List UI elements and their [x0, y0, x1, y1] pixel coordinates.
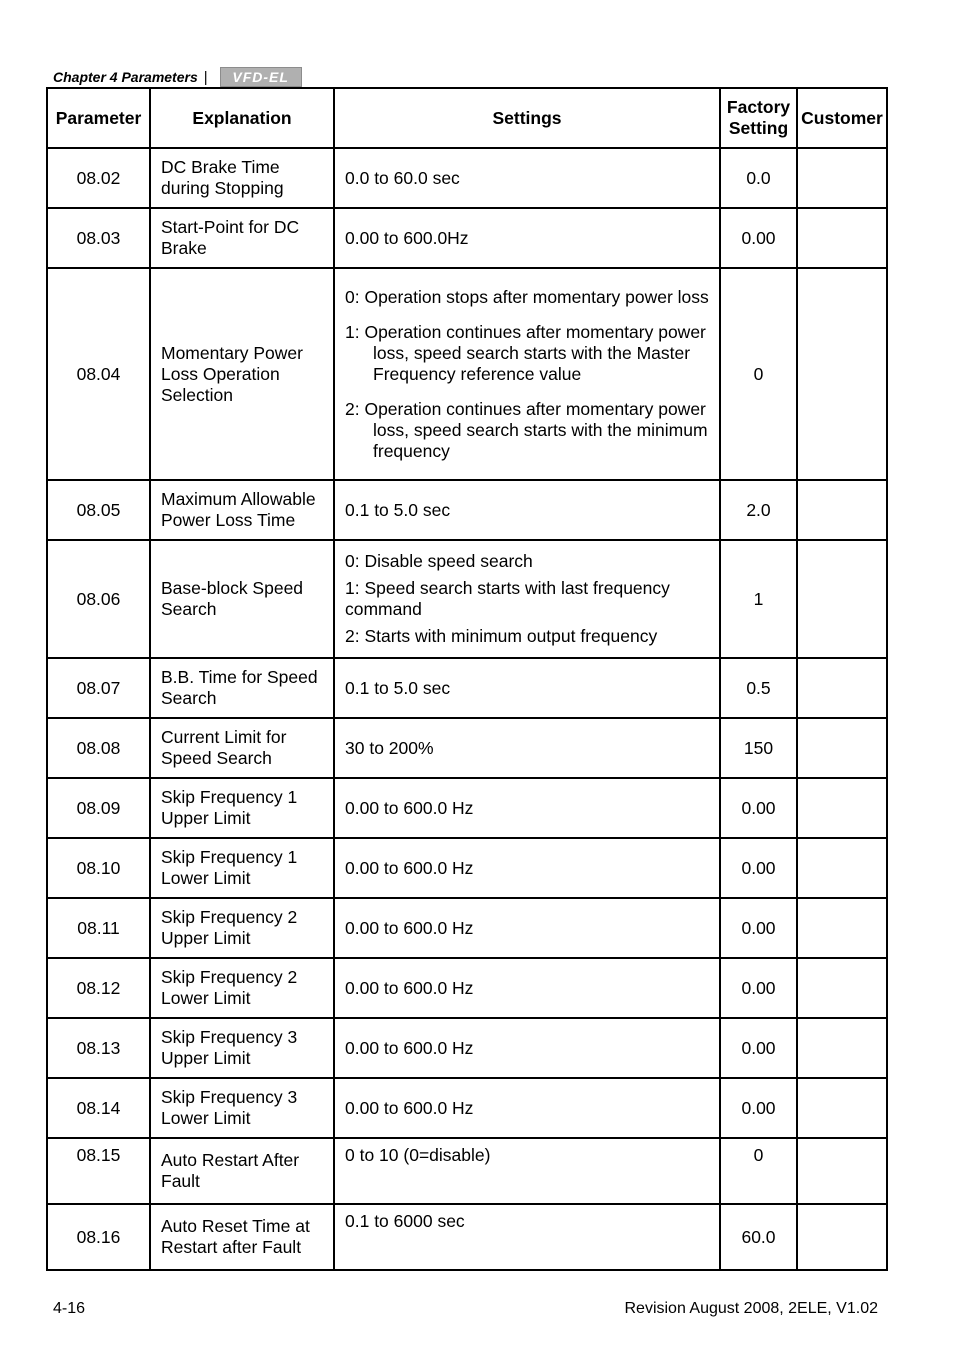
param-explanation: Auto Restart After Fault — [150, 1138, 334, 1204]
factory-value: 150 — [720, 718, 797, 778]
page-header — [53, 66, 302, 88]
setting-option: 1: Speed search starts with last frequency command — [345, 578, 670, 619]
chapter-title: Chapter 4 Parameters — [53, 69, 198, 85]
table-row — [47, 718, 887, 778]
customer-cell — [797, 1018, 887, 1078]
param-explanation: Skip Frequency 1 Lower Limit — [150, 838, 334, 898]
table-row — [47, 838, 887, 898]
param-code: 08.14 — [47, 1078, 150, 1138]
setting-option: 0: Operation stops after momentary power loss — [345, 286, 709, 307]
table-row — [47, 208, 887, 268]
table-row — [47, 1018, 887, 1078]
param-settings: 0.00 to 600.0 Hz — [334, 958, 720, 1018]
param-code: 08.09 — [47, 778, 150, 838]
param-settings — [334, 268, 720, 480]
table-row — [47, 540, 887, 658]
param-code: 08.02 — [47, 148, 150, 208]
setting-option: 1: Operation continues after momentary power loss, speed search starts with the Master Frequency reference value — [345, 321, 706, 384]
setting-option: 2: Starts with minimum output frequency — [345, 626, 658, 646]
param-settings: 0.0 to 60.0 sec — [334, 148, 720, 208]
column-header-parameter: Parameter — [47, 88, 150, 148]
param-code: 08.06 — [47, 540, 150, 658]
param-code: 08.03 — [47, 208, 150, 268]
factory-value: 2.0 — [720, 480, 797, 540]
param-explanation: B.B. Time for Speed Search — [150, 658, 334, 718]
revision-note: Revision August 2008, 2ELE, V1.02 — [624, 1300, 878, 1317]
header-separator: | — [203, 68, 208, 86]
customer-cell — [797, 1204, 887, 1270]
customer-cell — [797, 958, 887, 1018]
param-settings: 0.1 to 5.0 sec — [334, 480, 720, 540]
param-explanation: Skip Frequency 3 Lower Limit — [150, 1078, 334, 1138]
param-settings: 0 to 10 (0=disable) — [334, 1138, 720, 1204]
param-explanation: Maximum Allowable Power Loss Time — [150, 480, 334, 540]
factory-value: 0.00 — [720, 1018, 797, 1078]
factory-value: 0 — [720, 268, 797, 480]
param-explanation: Current Limit for Speed Search — [150, 718, 334, 778]
factory-value: 0.0 — [720, 148, 797, 208]
table-row — [47, 1204, 887, 1270]
factory-value: 0.00 — [720, 898, 797, 958]
customer-cell — [797, 838, 887, 898]
factory-value: 0.00 — [720, 208, 797, 268]
column-header-explanation: Explanation — [150, 88, 334, 148]
customer-cell — [797, 658, 887, 718]
table-row — [47, 658, 887, 718]
param-explanation: Skip Frequency 1 Upper Limit — [150, 778, 334, 838]
customer-cell — [797, 268, 887, 480]
param-settings: 0.00 to 600.0 Hz — [334, 778, 720, 838]
factory-value: 0.00 — [720, 1078, 797, 1138]
param-explanation: DC Brake Time during Stopping — [150, 148, 334, 208]
param-code: 08.07 — [47, 658, 150, 718]
param-explanation: Skip Frequency 2 Lower Limit — [150, 958, 334, 1018]
param-settings: 30 to 200% — [334, 718, 720, 778]
customer-cell — [797, 148, 887, 208]
param-code: 08.12 — [47, 958, 150, 1018]
param-settings: 0.00 to 600.0Hz — [334, 208, 720, 268]
table-row — [47, 480, 887, 540]
customer-cell — [797, 208, 887, 268]
vfd-el-logo: VFD-EL — [220, 67, 302, 87]
table-header-row — [47, 88, 887, 148]
param-code: 08.15 — [47, 1138, 150, 1204]
table-row — [47, 958, 887, 1018]
column-header-factory-setting — [720, 88, 797, 148]
param-explanation: Skip Frequency 2 Upper Limit — [150, 898, 334, 958]
table-row — [47, 898, 887, 958]
param-code: 08.05 — [47, 480, 150, 540]
parameter-table — [46, 87, 888, 1271]
factory-header-line1: Factory — [726, 97, 791, 117]
customer-cell — [797, 480, 887, 540]
customer-cell — [797, 1138, 887, 1204]
factory-value: 1 — [720, 540, 797, 658]
factory-value: 0.00 — [720, 838, 797, 898]
column-header-customer: Customer — [797, 88, 887, 148]
factory-header-line2: Setting — [728, 118, 789, 138]
param-code: 08.16 — [47, 1204, 150, 1270]
factory-value: 0.5 — [720, 658, 797, 718]
factory-value: 0 — [720, 1138, 797, 1204]
table-row — [47, 1078, 887, 1138]
table-row — [47, 148, 887, 208]
customer-cell — [797, 1078, 887, 1138]
param-explanation: Momentary Power Loss Operation Selection — [150, 268, 334, 480]
factory-value: 0.00 — [720, 958, 797, 1018]
param-settings: 0.00 to 600.0 Hz — [334, 898, 720, 958]
param-code: 08.04 — [47, 268, 150, 480]
table-row — [47, 778, 887, 838]
page-number: 4-16 — [53, 1300, 86, 1317]
param-explanation: Auto Reset Time at Restart after Fault — [150, 1204, 334, 1270]
factory-value: 0.00 — [720, 778, 797, 838]
param-explanation: Skip Frequency 3 Upper Limit — [150, 1018, 334, 1078]
param-settings: 0.00 to 600.0 Hz — [334, 1078, 720, 1138]
customer-cell — [797, 540, 887, 658]
param-settings — [334, 540, 720, 658]
column-header-settings: Settings — [334, 88, 720, 148]
param-code: 08.11 — [47, 898, 150, 958]
table-row — [47, 268, 887, 480]
param-settings: 0.00 to 600.0 Hz — [334, 1018, 720, 1078]
param-settings: 0.00 to 600.0 Hz — [334, 838, 720, 898]
param-code: 08.13 — [47, 1018, 150, 1078]
setting-option: 2: Operation continues after momentary power loss, speed search starts with the minimum frequency — [345, 398, 708, 461]
customer-cell — [797, 718, 887, 778]
param-explanation: Base-block Speed Search — [150, 540, 334, 658]
param-code: 08.10 — [47, 838, 150, 898]
customer-cell — [797, 898, 887, 958]
param-settings: 0.1 to 6000 sec — [334, 1204, 720, 1270]
param-code: 08.08 — [47, 718, 150, 778]
setting-option: 0: Disable speed search — [345, 551, 533, 571]
table-row — [47, 1138, 887, 1204]
param-explanation: Start-Point for DC Brake — [150, 208, 334, 268]
param-settings: 0.1 to 5.0 sec — [334, 658, 720, 718]
customer-cell — [797, 778, 887, 838]
factory-value: 60.0 — [720, 1204, 797, 1270]
